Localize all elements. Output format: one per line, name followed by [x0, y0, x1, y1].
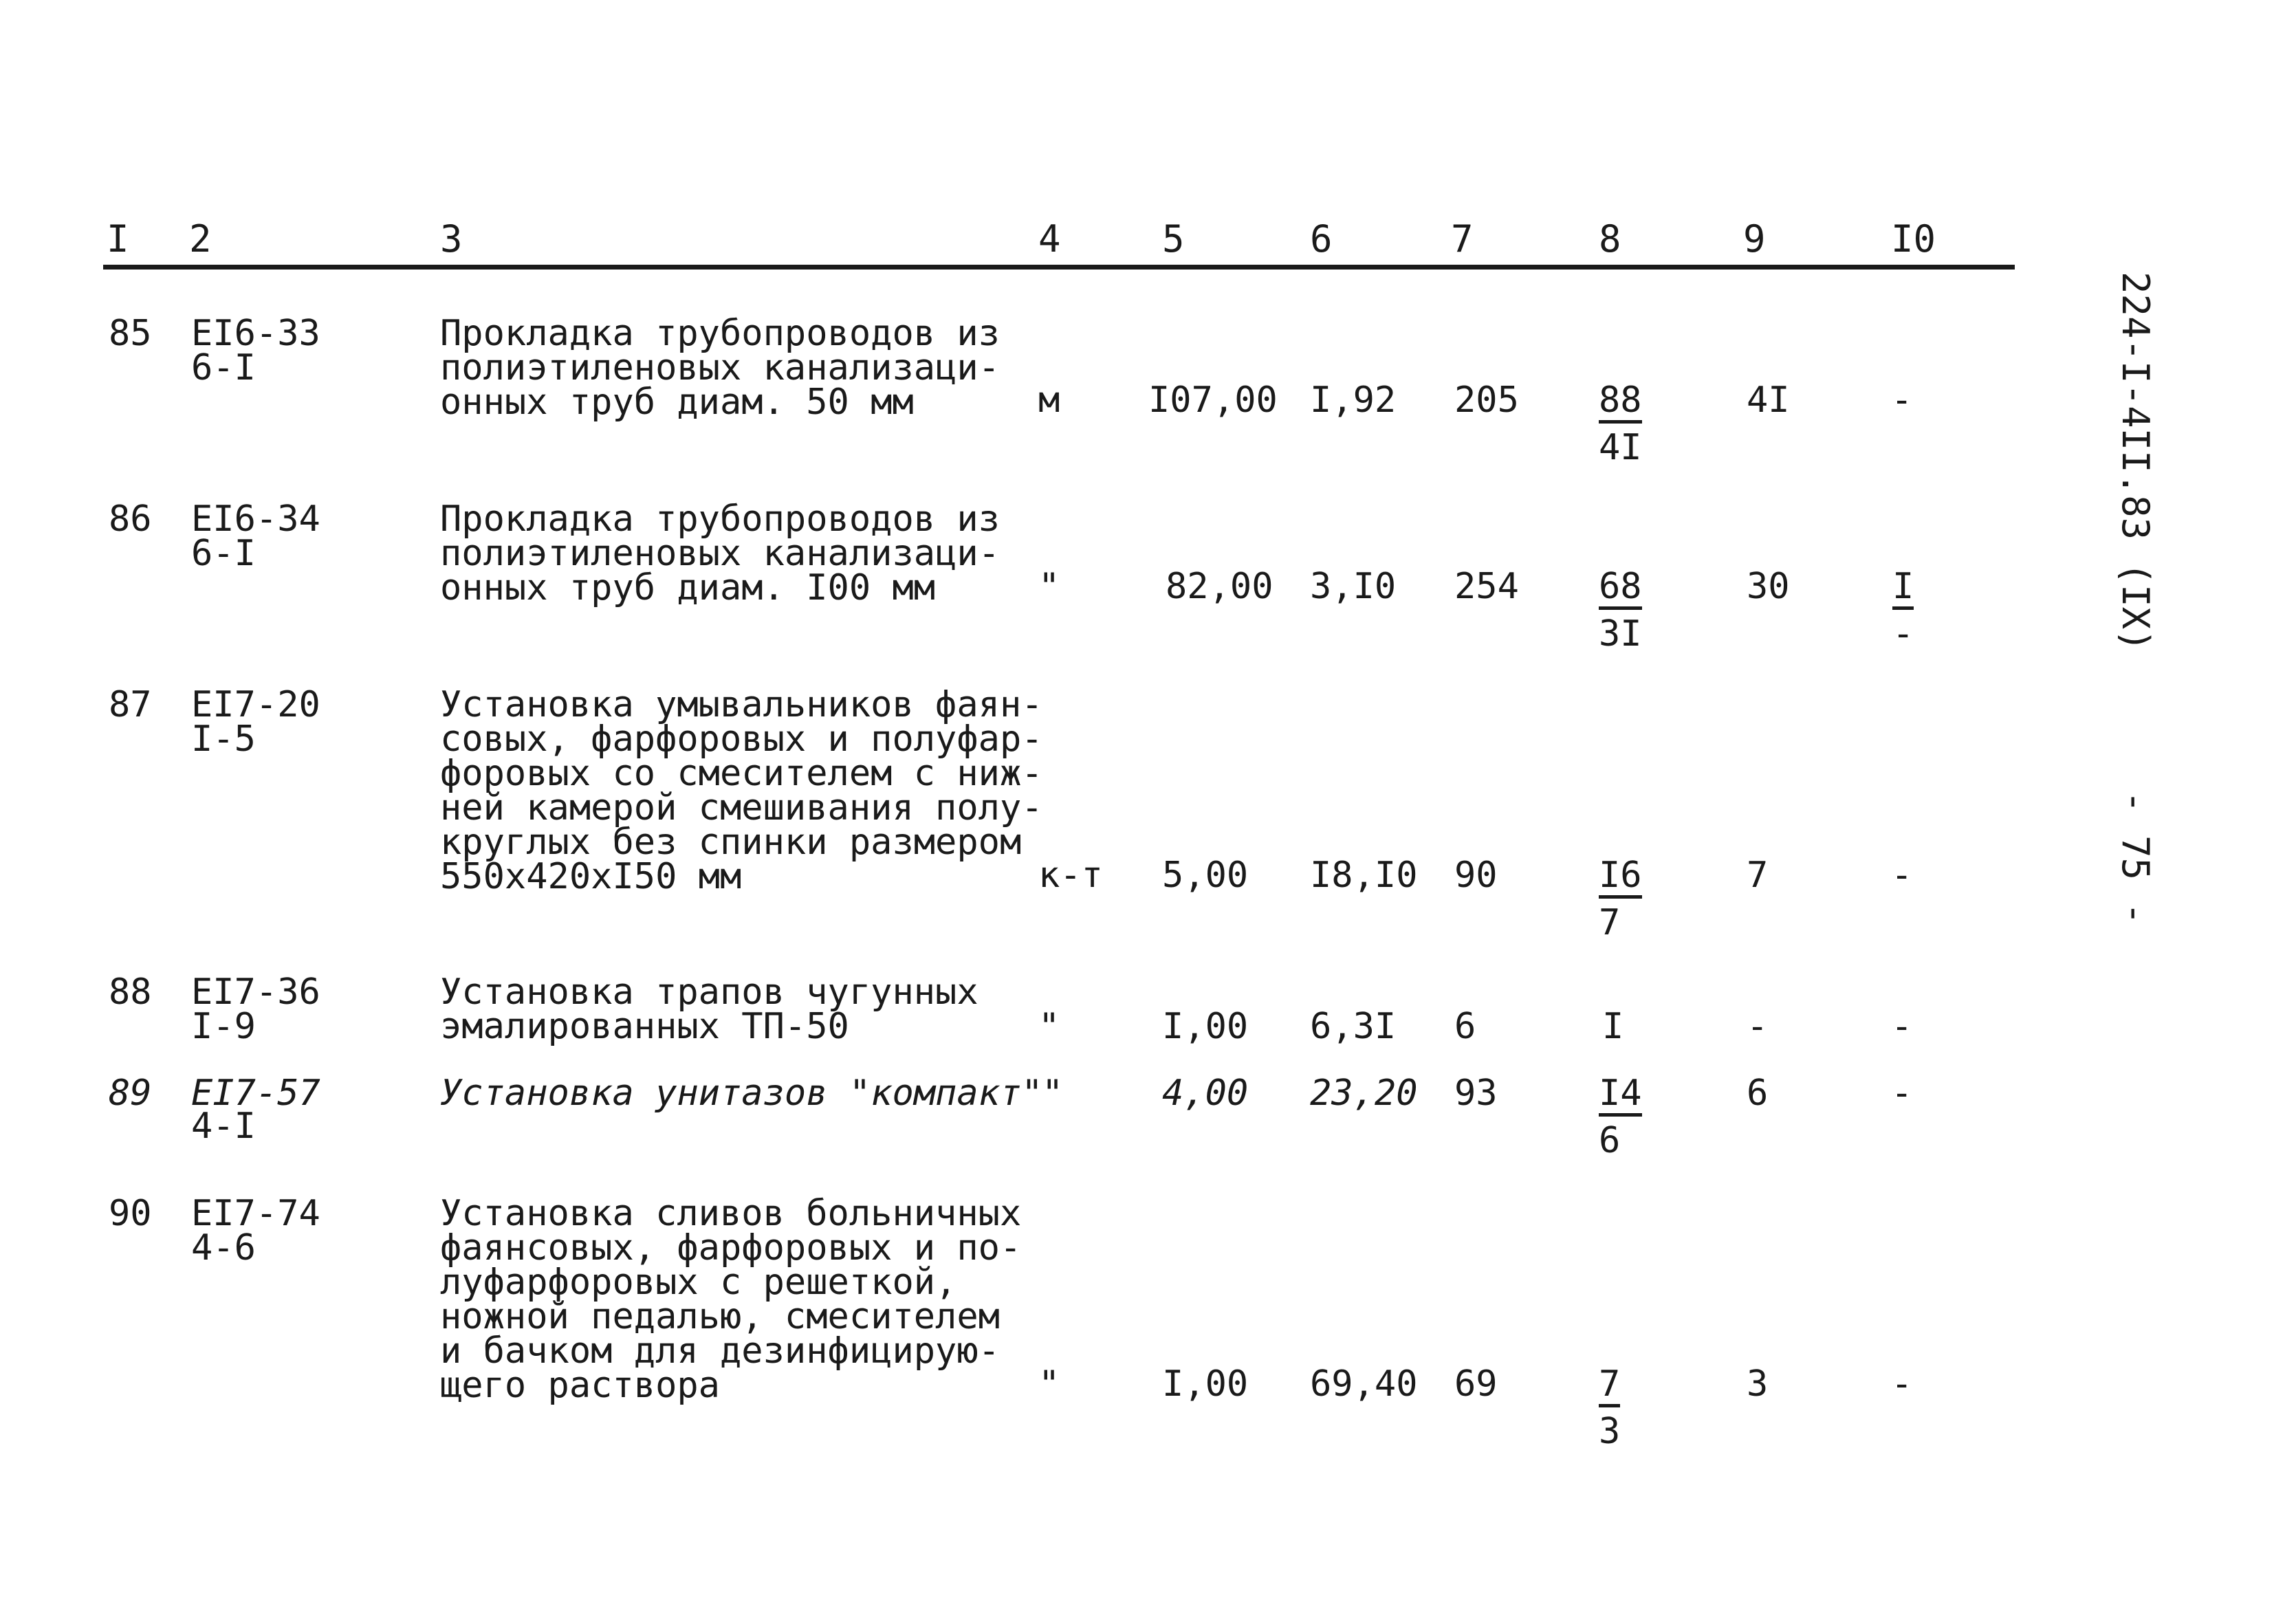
column-header-1: I — [107, 217, 129, 261]
column-header-9: 9 — [1743, 217, 1766, 261]
total-cost: 254 — [1454, 566, 1519, 607]
norm-code: EI7-20 — [191, 684, 320, 725]
col10-value: - — [1891, 1006, 1913, 1047]
column-header-4: 4 — [1038, 217, 1061, 261]
col10-numerator: I — [1892, 569, 1914, 610]
quantity: I07,00 — [1148, 380, 1278, 421]
work-description: Установка трапов чугунных эмалированных ТП-50 — [440, 972, 979, 1047]
column-header-10: I0 — [1891, 217, 1936, 261]
norm-code-sub: I-9 — [191, 1006, 256, 1047]
col9-value: - — [1747, 1006, 1769, 1047]
unit: " — [1042, 1073, 1064, 1114]
quantity: 4,00 — [1162, 1073, 1249, 1114]
norm-code-sub: 4-I — [191, 1106, 256, 1147]
row-number: 87 — [109, 684, 152, 725]
col10-value: - — [1891, 855, 1913, 896]
unit-price: I,92 — [1310, 380, 1397, 421]
quantity: I,00 — [1162, 1006, 1249, 1047]
total-cost: 93 — [1454, 1073, 1498, 1114]
unit-price: I8,I0 — [1310, 855, 1418, 896]
work-description: Установка умывальников фаян- совых, фарфоровых и полуфар- форовых со смесителем с ниж- ней камерой смешивания полу- круглых без спинки размером 550x420xI50 мм — [440, 684, 1043, 897]
total-cost: 205 — [1454, 380, 1519, 421]
col8-value: I — [1602, 1006, 1624, 1047]
quantity: 82,00 — [1166, 566, 1273, 607]
row-number: 89 — [109, 1073, 152, 1114]
unit-price: 69,40 — [1310, 1363, 1418, 1405]
col9-value: 3 — [1747, 1363, 1769, 1405]
column-header-5: 5 — [1162, 217, 1185, 261]
document-code: 224-I-4II.83 (IX) — [2114, 272, 2157, 652]
col8-fraction — [1599, 1363, 1668, 1452]
column-header-6: 6 — [1310, 217, 1333, 261]
col8-denominator: 4I — [1599, 427, 1642, 468]
norm-code-sub: 4-6 — [191, 1227, 256, 1269]
norm-code: EI6-34 — [191, 498, 320, 540]
row-number: 88 — [109, 972, 152, 1013]
norm-code: EI6-33 — [191, 313, 320, 354]
col8-denominator: 3I — [1599, 613, 1642, 655]
col10-denominator: - — [1892, 613, 1914, 655]
unit: " — [1038, 1006, 1060, 1047]
norm-code-sub: 6-I — [191, 347, 256, 388]
column-header-7: 7 — [1451, 217, 1474, 261]
norm-code-sub: I-5 — [191, 718, 256, 760]
row-number: 86 — [109, 498, 152, 540]
work-description: Прокладка трубопроводов из полиэтиленовых канализаци- онных труб диам. 50 мм — [440, 313, 1000, 423]
unit: м — [1038, 380, 1060, 421]
column-header-2: 2 — [189, 217, 212, 261]
unit-price: 23,20 — [1310, 1073, 1418, 1114]
norm-code-sub: 6-I — [191, 533, 256, 574]
col8-numerator: I4 — [1599, 1076, 1642, 1117]
unit-price: 3,I0 — [1310, 566, 1397, 607]
col8-fraction — [1599, 1073, 1668, 1161]
col10-value: - — [1891, 380, 1913, 421]
col10-value: - — [1891, 1363, 1913, 1405]
column-header-8: 8 — [1599, 217, 1621, 261]
total-cost: 6 — [1454, 1006, 1476, 1047]
col8-denominator: 6 — [1599, 1120, 1621, 1161]
work-description: Установка сливов больничных фаянсовых, фарфоровых и по- луфарфоровых с решеткой, ножной педалью, смесителем и бачком для дезинфицирую- щего раствора — [440, 1193, 1022, 1406]
unit: к-т — [1038, 855, 1103, 896]
col8-numerator: 68 — [1599, 569, 1642, 610]
unit-price: 6,3I — [1310, 1006, 1397, 1047]
col8-fraction — [1599, 855, 1668, 943]
total-cost: 90 — [1454, 855, 1498, 896]
unit: " — [1038, 566, 1060, 607]
page-number: - 75 - — [2114, 791, 2157, 925]
col10-fraction — [1892, 566, 1961, 655]
header-rule — [103, 265, 2015, 270]
col9-value: 30 — [1747, 566, 1790, 607]
col8-numerator: 88 — [1599, 383, 1642, 424]
col10-value: - — [1891, 1073, 1913, 1114]
total-cost: 69 — [1454, 1363, 1498, 1405]
col8-fraction — [1599, 380, 1668, 468]
quantity: I,00 — [1162, 1363, 1249, 1405]
col9-value: 6 — [1747, 1073, 1769, 1114]
norm-code: EI7-74 — [191, 1193, 320, 1234]
col8-denominator: 7 — [1599, 902, 1621, 943]
col9-value: 4I — [1747, 380, 1790, 421]
row-number: 90 — [109, 1193, 152, 1234]
row-number: 85 — [109, 313, 152, 354]
quantity: 5,00 — [1162, 855, 1249, 896]
norm-code: EI7-36 — [191, 972, 320, 1013]
work-description: Установка унитазов "компакт" — [440, 1073, 1043, 1114]
col8-fraction — [1599, 566, 1668, 655]
column-header-3: 3 — [440, 217, 463, 261]
col8-numerator: I6 — [1599, 858, 1642, 899]
norm-code: EI7-57 — [191, 1073, 320, 1114]
col9-value: 7 — [1747, 855, 1769, 896]
col8-denominator: 3 — [1599, 1411, 1621, 1452]
col8-numerator: 7 — [1599, 1367, 1620, 1407]
unit: " — [1038, 1363, 1060, 1405]
work-description: Прокладка трубопроводов из полиэтиленовых канализаци- онных труб диам. I00 мм — [440, 498, 1000, 608]
